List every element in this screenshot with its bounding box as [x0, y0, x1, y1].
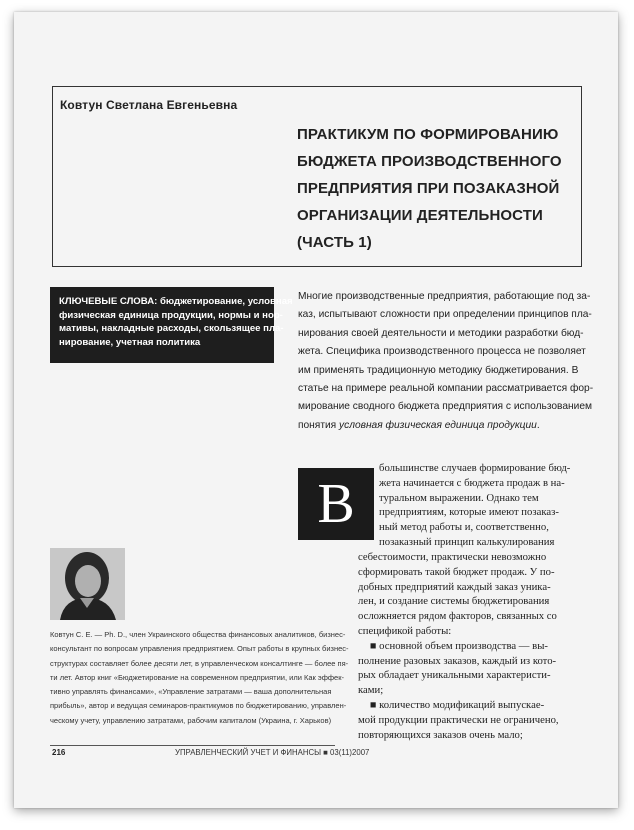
bullet-item: ■ основной объем производства — вы-	[370, 639, 548, 652]
title-line: ОРГАНИЗАЦИИ ДЕЯТЕЛЬНОСТИ	[297, 207, 543, 224]
keywords-line: КЛЮЧЕВЫЕ СЛОВА: бюджетирование, условная	[59, 296, 293, 307]
abstract-line: жета. Специфика производственного процесса не позволяет	[298, 346, 586, 358]
keywords-line: нирование, учетная политика	[59, 336, 201, 348]
abstract-last-suffix: .	[536, 419, 540, 431]
abstract	[298, 288, 594, 435]
bio-line: тивно управлять финансами», «Управление затратами — ваша дополнительная	[50, 687, 332, 697]
body-line: ный метод работы и, соответственно,	[379, 521, 549, 534]
bio-line: прибыль», автор и ведущая семинаров-практикумов по бюджетированию, управлен-	[50, 701, 347, 711]
journal-footer: УПРАВЛЕНЧЕСКИЙ УЧЕТ И ФИНАНСЫ ■ 03(11)2007	[175, 748, 370, 757]
keywords-line: мативы, накладные расходы, скользящее пла-	[59, 323, 284, 334]
bio-line: ческому учету, управлению затратами, рабочим капиталом (Украина, г. Харьков)	[50, 715, 332, 725]
title-line: ПРЕДПРИЯТИЯ ПРИ ПОЗАКАЗНОЙ	[297, 180, 560, 197]
abstract-line: мирование сводного бюджета предприятия с использованием	[298, 401, 592, 413]
drop-cap: В	[298, 468, 374, 540]
body-text-beside-cap	[379, 461, 570, 550]
body-line: повторяющихся заказов очень мало;	[358, 728, 523, 741]
bio-line: консультант по вопросам управления предприятием. Опыт работы в крупных бизнес-	[50, 644, 349, 654]
body-line: большинстве случаев формирование бюд-	[379, 462, 571, 474]
abstract-line: нирования своей деятельности и методики разработки бюд-	[298, 327, 584, 339]
bio-line: Ковтун С. Е. — Ph. D., член Украинского общества финансовых аналитиков, бизнес-	[50, 630, 346, 639]
keywords-box	[50, 287, 293, 363]
abstract-line: каз, испытывают сложности при определении принципов пла-	[298, 309, 592, 321]
article-title	[297, 121, 577, 256]
keywords-line: физическая единица продукции, нормы и нор-	[59, 309, 283, 321]
body-line: спецификой работы:	[358, 624, 452, 637]
body-line: полнение разовых заказов, каждый из кото-	[358, 654, 557, 667]
title-line: БЮДЖЕТА ПРОИЗВОДСТВЕННОГО	[297, 153, 562, 170]
body-line: туральном выражении. Однако тем	[379, 491, 539, 504]
abstract-line: статье на примере реальной компании рассматривается фор-	[298, 383, 594, 395]
abstract-line: им применять традиционную методику бюджетирования. В	[298, 364, 579, 376]
body-line: позаказный принцип калькулирования	[379, 535, 555, 548]
body-line: жета начинается с бюджета продаж в на-	[379, 476, 565, 489]
author-bio	[50, 628, 350, 728]
title-line: (ЧАСТЬ 1)	[297, 234, 372, 251]
abstract-line	[298, 417, 585, 435]
author-photo	[50, 548, 125, 620]
body-line: лен, и создание системы бюджетирования	[358, 595, 550, 608]
bio-line: структурах составляет более десяти лет, в управленческом консалтинге — более пя-	[50, 658, 349, 668]
body-line: сформировать такой бюджет продаж. У по-	[358, 565, 555, 578]
body-line: предприятиям, которые имеют позаказ-	[379, 506, 559, 519]
body-line: мой продукции практически не ограничено,	[358, 713, 559, 726]
body-text	[358, 550, 559, 742]
title-line: ПРАКТИКУМ ПО ФОРМИРОВАНИЮ	[297, 126, 559, 143]
bio-line: ти лет. Автор книг «Бюджетирование на современном предприятии, или Как эффек-	[50, 672, 344, 682]
body-line: добных предприятий каждый заказ уника-	[358, 580, 551, 593]
author-name: Ковтун Светлана Евгеньевна	[60, 98, 238, 112]
body-line: ками;	[358, 684, 384, 697]
footer-rule	[50, 745, 335, 746]
bullet-item: ■ количество модификаций выпускае-	[370, 698, 545, 711]
body-line: осложняется рядом факторов, связанных со	[358, 610, 557, 623]
abstract-line: Многие производственные предприятия, работающие под за-	[298, 291, 591, 302]
abstract-italic-term: условная физическая единица продукции	[339, 419, 537, 431]
page-number: 216	[52, 748, 66, 757]
author-portrait-icon	[50, 548, 125, 620]
abstract-last-prefix: понятия	[298, 419, 340, 431]
body-line: себестоимости, практически невозможно	[358, 551, 547, 563]
body-line: рых обладает уникальными характеристи-	[358, 669, 551, 682]
